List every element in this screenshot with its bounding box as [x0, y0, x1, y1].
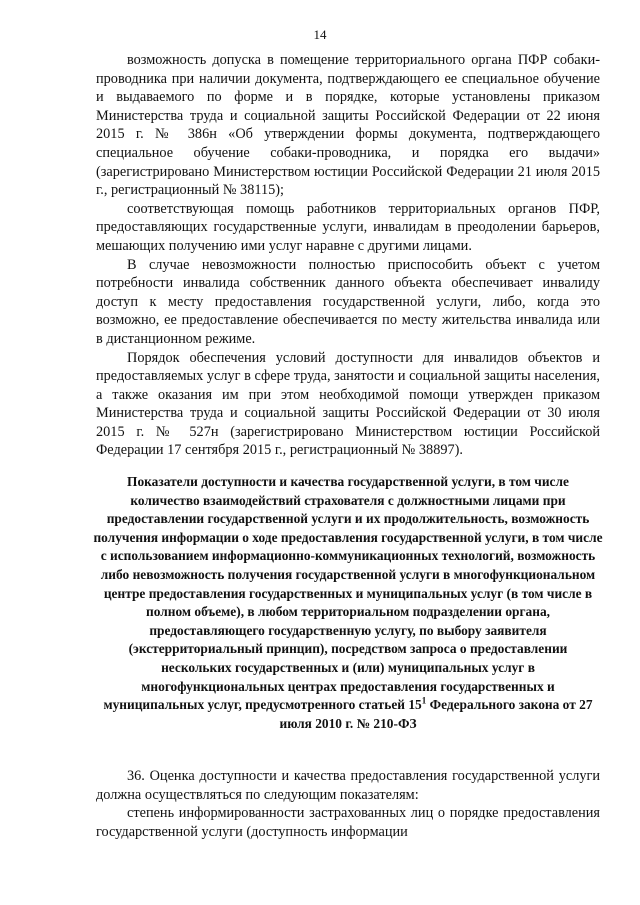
paragraph-object-adaptation: В случае невозможности полностью приспособить объект с учетом потребности инвалида собственник данного объекта обеспечивает инвалиду доступ к месту предоставления государственной услуги, либо, когда это возможно, ее предоставление обеспечивается по месту жительства инвалида или в дистанционном режиме. — [96, 256, 600, 347]
paragraph-accessibility-order: Порядок обеспечения условий доступности для инвалидов объектов и предоставляемых услуг в сфере труда, занятости и социальной защиты населения, а также оказания им при этом необходимой помощи утвержден приказом Министерства труда и социальной защиты Российской Федерации от 30 июля 2015 г. № 527н (зарегистрировано Министерством юстиции Российской Федерации 17 сентября 2015 г., регистрационный № 38897). — [96, 349, 600, 459]
paragraph-staff-assistance: соответствующая помощь работников территориальных органов ПФР, предоставляющих государственные услуги, инвалидам в преодолении барьеров, мешающих получению ими услуг наравне с другими лицами. — [96, 200, 600, 254]
bottom-text — [96, 767, 600, 841]
page-number: 14 — [313, 27, 327, 42]
heading-text-end: Федерального закона от 27 июля 2010 г. № 210-ФЗ — [279, 697, 593, 731]
paragraph-awareness: степень информированности застрахованных лиц о порядке предоставления государственной услуги (доступность информации — [96, 805, 600, 840]
paragraph-36-intro: 36. Оценка доступности и качества предоставления государственной услуги должна осуществляться по следующим показателям: — [96, 768, 600, 803]
heading-superscript: 1 — [421, 695, 427, 706]
body-text — [96, 51, 600, 460]
section-heading — [93, 473, 603, 733]
paragraph-guide-dog: возможность допуска в помещение территориального органа ПФР собаки-проводника при наличии документа, подтверждающего ее специальное обучение и выдаваемого по форме и в порядке, которые установлены приказом Министерства труда и социальной защиты Российской Федерации от 22 июня 2015 г. № 386н «Об утверждении формы документа, подтверждающего специальное обучение собаки-проводника, и порядка его выдачи» (зарегистрировано Министерством юстиции Российской Федерации 21 июля 2015 г., регистрационный № 38115); — [96, 52, 600, 199]
heading-text: Показатели доступности и качества государственной услуги, в том числе количество взаимодействий страхователя с должностными лицами при предоставлении государственной услуги и их продолжительность, возможность получения информации о ходе предоставления государственной услуги, в том числе с использованием информационно-коммуникационных технологий, возможность либо невозможность получения государственной услуги в многофункциональном центре предоставления государственных и муниципальных услуг (в том числе в полном объеме), в любом территориальном подразделении органа, предоставляющего государственную услугу, по выбору заявителя (экстерриториальный принцип), посредством запроса о предоставлении нескольких государственных и (или) муниципальных услуг в многофункциональных центрах предоставления государственных и муниципальных услуг, предусмотренного статьей 15 — [93, 474, 603, 713]
